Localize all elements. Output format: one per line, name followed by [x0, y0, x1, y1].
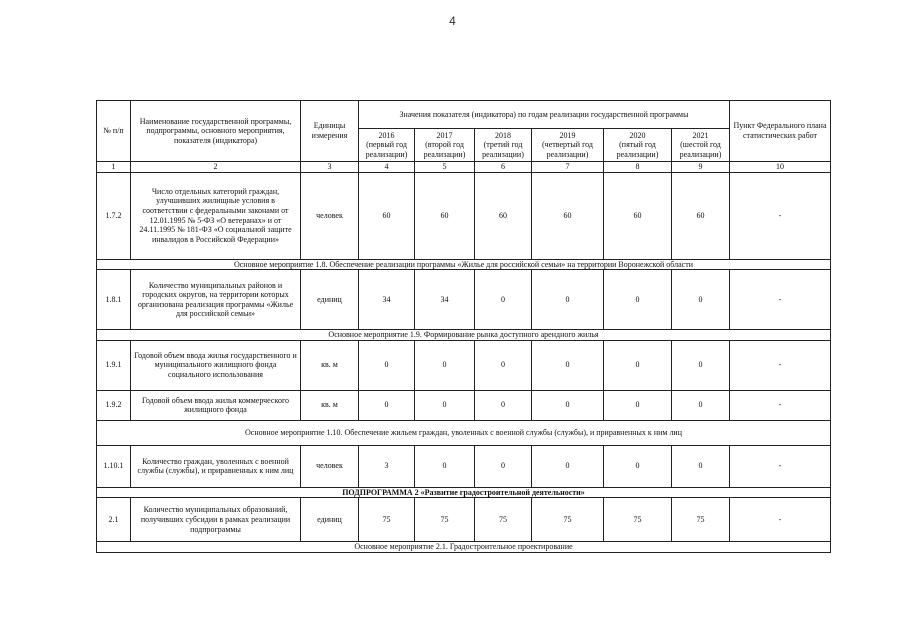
- row-value: 60: [415, 172, 475, 259]
- row-value: 60: [604, 172, 672, 259]
- header-name: Наименование государственной программы, подпрограммы, основного мероприятия, показателя (индикатора): [131, 101, 301, 162]
- column-number: 8: [604, 162, 672, 173]
- row-value: 0: [532, 270, 604, 330]
- row-value: 0: [415, 340, 475, 390]
- row-fed: -: [730, 390, 831, 420]
- row-fed: -: [730, 340, 831, 390]
- row-fed: -: [730, 270, 831, 330]
- row-value: 0: [475, 390, 532, 420]
- row-value: 3: [359, 445, 415, 487]
- header-year: 2017: [436, 130, 453, 140]
- section-heading: Основное мероприятие 1.8. Обеспечение реализации программы «Жилье для российской семьи» на территории Воронежской области: [97, 259, 831, 270]
- subprogram-heading: ПОДПРОГРАММА 2 «Развитие градостроительной деятельности»: [97, 487, 831, 498]
- row-num: 1.7.2: [97, 172, 131, 259]
- column-number: 5: [415, 162, 475, 173]
- header-year-cell: [672, 129, 730, 162]
- row-fed: -: [730, 498, 831, 542]
- row-unit: единиц: [301, 270, 359, 330]
- row-value: 60: [359, 172, 415, 259]
- row-fed: -: [730, 445, 831, 487]
- row-value: 0: [604, 270, 672, 330]
- row-value: 0: [532, 390, 604, 420]
- header-year-label: (четвертый год реализации): [542, 140, 593, 159]
- table-header-row: [97, 101, 831, 129]
- section-heading: Основное мероприятие 1.9. Формирование рынка доступного арендного жилья: [97, 330, 831, 341]
- column-number: 9: [672, 162, 730, 173]
- row-name: Количество муниципальных образований, получивших субсидии в рамках реализации подпрограммы: [131, 498, 301, 542]
- row-value: 75: [475, 498, 532, 542]
- row-value: 60: [475, 172, 532, 259]
- column-number: 2: [131, 162, 301, 173]
- section-row: [97, 259, 831, 270]
- row-value: 0: [359, 390, 415, 420]
- row-value: 0: [672, 390, 730, 420]
- row-unit: человек: [301, 172, 359, 259]
- row-value: 0: [604, 390, 672, 420]
- section-heading: Основное мероприятие 2.1. Градостроительное проектирование: [97, 542, 831, 553]
- row-value: 0: [359, 340, 415, 390]
- row-value: 75: [359, 498, 415, 542]
- header-year: 2020: [629, 130, 646, 140]
- table-row: [97, 270, 831, 330]
- header-year-label: (пятый год реализации): [616, 140, 659, 159]
- row-name: Количество муниципальных районов и городских округов, на территории которых организована реализация программы «Жилье для российской семьи»: [131, 270, 301, 330]
- table-row: [97, 340, 831, 390]
- row-num: 2.1: [97, 498, 131, 542]
- column-number-row: [97, 162, 831, 173]
- indicators-table: [96, 100, 831, 553]
- row-unit: кв. м: [301, 340, 359, 390]
- section-heading: Основное мероприятие 1.10. Обеспечение жильем граждан, уволенных с военной службы (службы), и приравненных к ним лиц: [97, 420, 831, 445]
- row-value: 0: [604, 340, 672, 390]
- column-number: 10: [730, 162, 831, 173]
- header-num: № п/п: [97, 101, 131, 162]
- row-num: 1.9.2: [97, 390, 131, 420]
- table-row: [97, 172, 831, 259]
- section-row: [97, 487, 831, 498]
- row-value: 0: [475, 445, 532, 487]
- row-value: 0: [672, 445, 730, 487]
- row-unit: единиц: [301, 498, 359, 542]
- row-value: 75: [604, 498, 672, 542]
- row-name: Годовой объем ввода жилья коммерческого жилищного фонда: [131, 390, 301, 420]
- row-value: 0: [415, 445, 475, 487]
- column-number: 7: [532, 162, 604, 173]
- row-value: 75: [415, 498, 475, 542]
- row-value: 34: [359, 270, 415, 330]
- header-year-label: (третий год реализации): [482, 140, 524, 159]
- header-year: 2016: [378, 130, 395, 140]
- row-unit: кв. м: [301, 390, 359, 420]
- row-value: 60: [532, 172, 604, 259]
- header-year-cell: [532, 129, 604, 162]
- row-value: 75: [532, 498, 604, 542]
- row-fed: -: [730, 172, 831, 259]
- page-number: 4: [449, 14, 456, 28]
- header-year-cell: [475, 129, 532, 162]
- row-value: 75: [672, 498, 730, 542]
- row-value: 0: [415, 390, 475, 420]
- column-number: 6: [475, 162, 532, 173]
- header-unit: Единицы измерения: [301, 101, 359, 162]
- row-value: 0: [604, 445, 672, 487]
- header-year-cell: [415, 129, 475, 162]
- header-year: 2018: [495, 130, 511, 140]
- section-row: [97, 542, 831, 553]
- row-name: Количество граждан, уволенных с военной службы (службы), и приравненных к ним лиц: [131, 445, 301, 487]
- row-name: Годовой объем ввода жилья государственного и муниципального жилищного фонда социального использования: [131, 340, 301, 390]
- row-num: 1.10.1: [97, 445, 131, 487]
- row-value: 0: [532, 340, 604, 390]
- header-year-label: (второй год реализации): [423, 140, 466, 159]
- column-number: 3: [301, 162, 359, 173]
- header-year-label: (шестой год реализации): [679, 140, 722, 159]
- section-row: [97, 420, 831, 445]
- header-year: 2021: [692, 130, 709, 140]
- row-unit: человек: [301, 445, 359, 487]
- table-row: [97, 445, 831, 487]
- column-number: 1: [97, 162, 131, 173]
- column-number: 4: [359, 162, 415, 173]
- row-value: 60: [672, 172, 730, 259]
- header-year: 2019: [559, 130, 576, 140]
- row-value: 34: [415, 270, 475, 330]
- header-year-cell: [604, 129, 672, 162]
- row-value: 0: [532, 445, 604, 487]
- table-row: [97, 390, 831, 420]
- row-value: 0: [672, 340, 730, 390]
- header-values: Значения показателя (индикатора) по годам реализации государственной программы: [359, 101, 730, 129]
- row-value: 0: [672, 270, 730, 330]
- header-year-cell: [359, 129, 415, 162]
- row-value: 0: [475, 270, 532, 330]
- header-year-label: (первый год реализации): [365, 140, 408, 159]
- header-fed-plan: Пункт Федерального плана статистических работ: [730, 101, 831, 162]
- row-num: 1.8.1: [97, 270, 131, 330]
- row-value: 0: [475, 340, 532, 390]
- section-row: [97, 330, 831, 341]
- table-row: [97, 498, 831, 542]
- row-name: Число отдельных категорий граждан, улучшивших жилищные условия в соответствии с федеральными законами от 12.01.1995 № 5-ФЗ «О ветеранах» и от 24.11.1995 № 181-ФЗ «О социальной защите инвалидов в Российской Федерации»: [131, 172, 301, 259]
- row-num: 1.9.1: [97, 340, 131, 390]
